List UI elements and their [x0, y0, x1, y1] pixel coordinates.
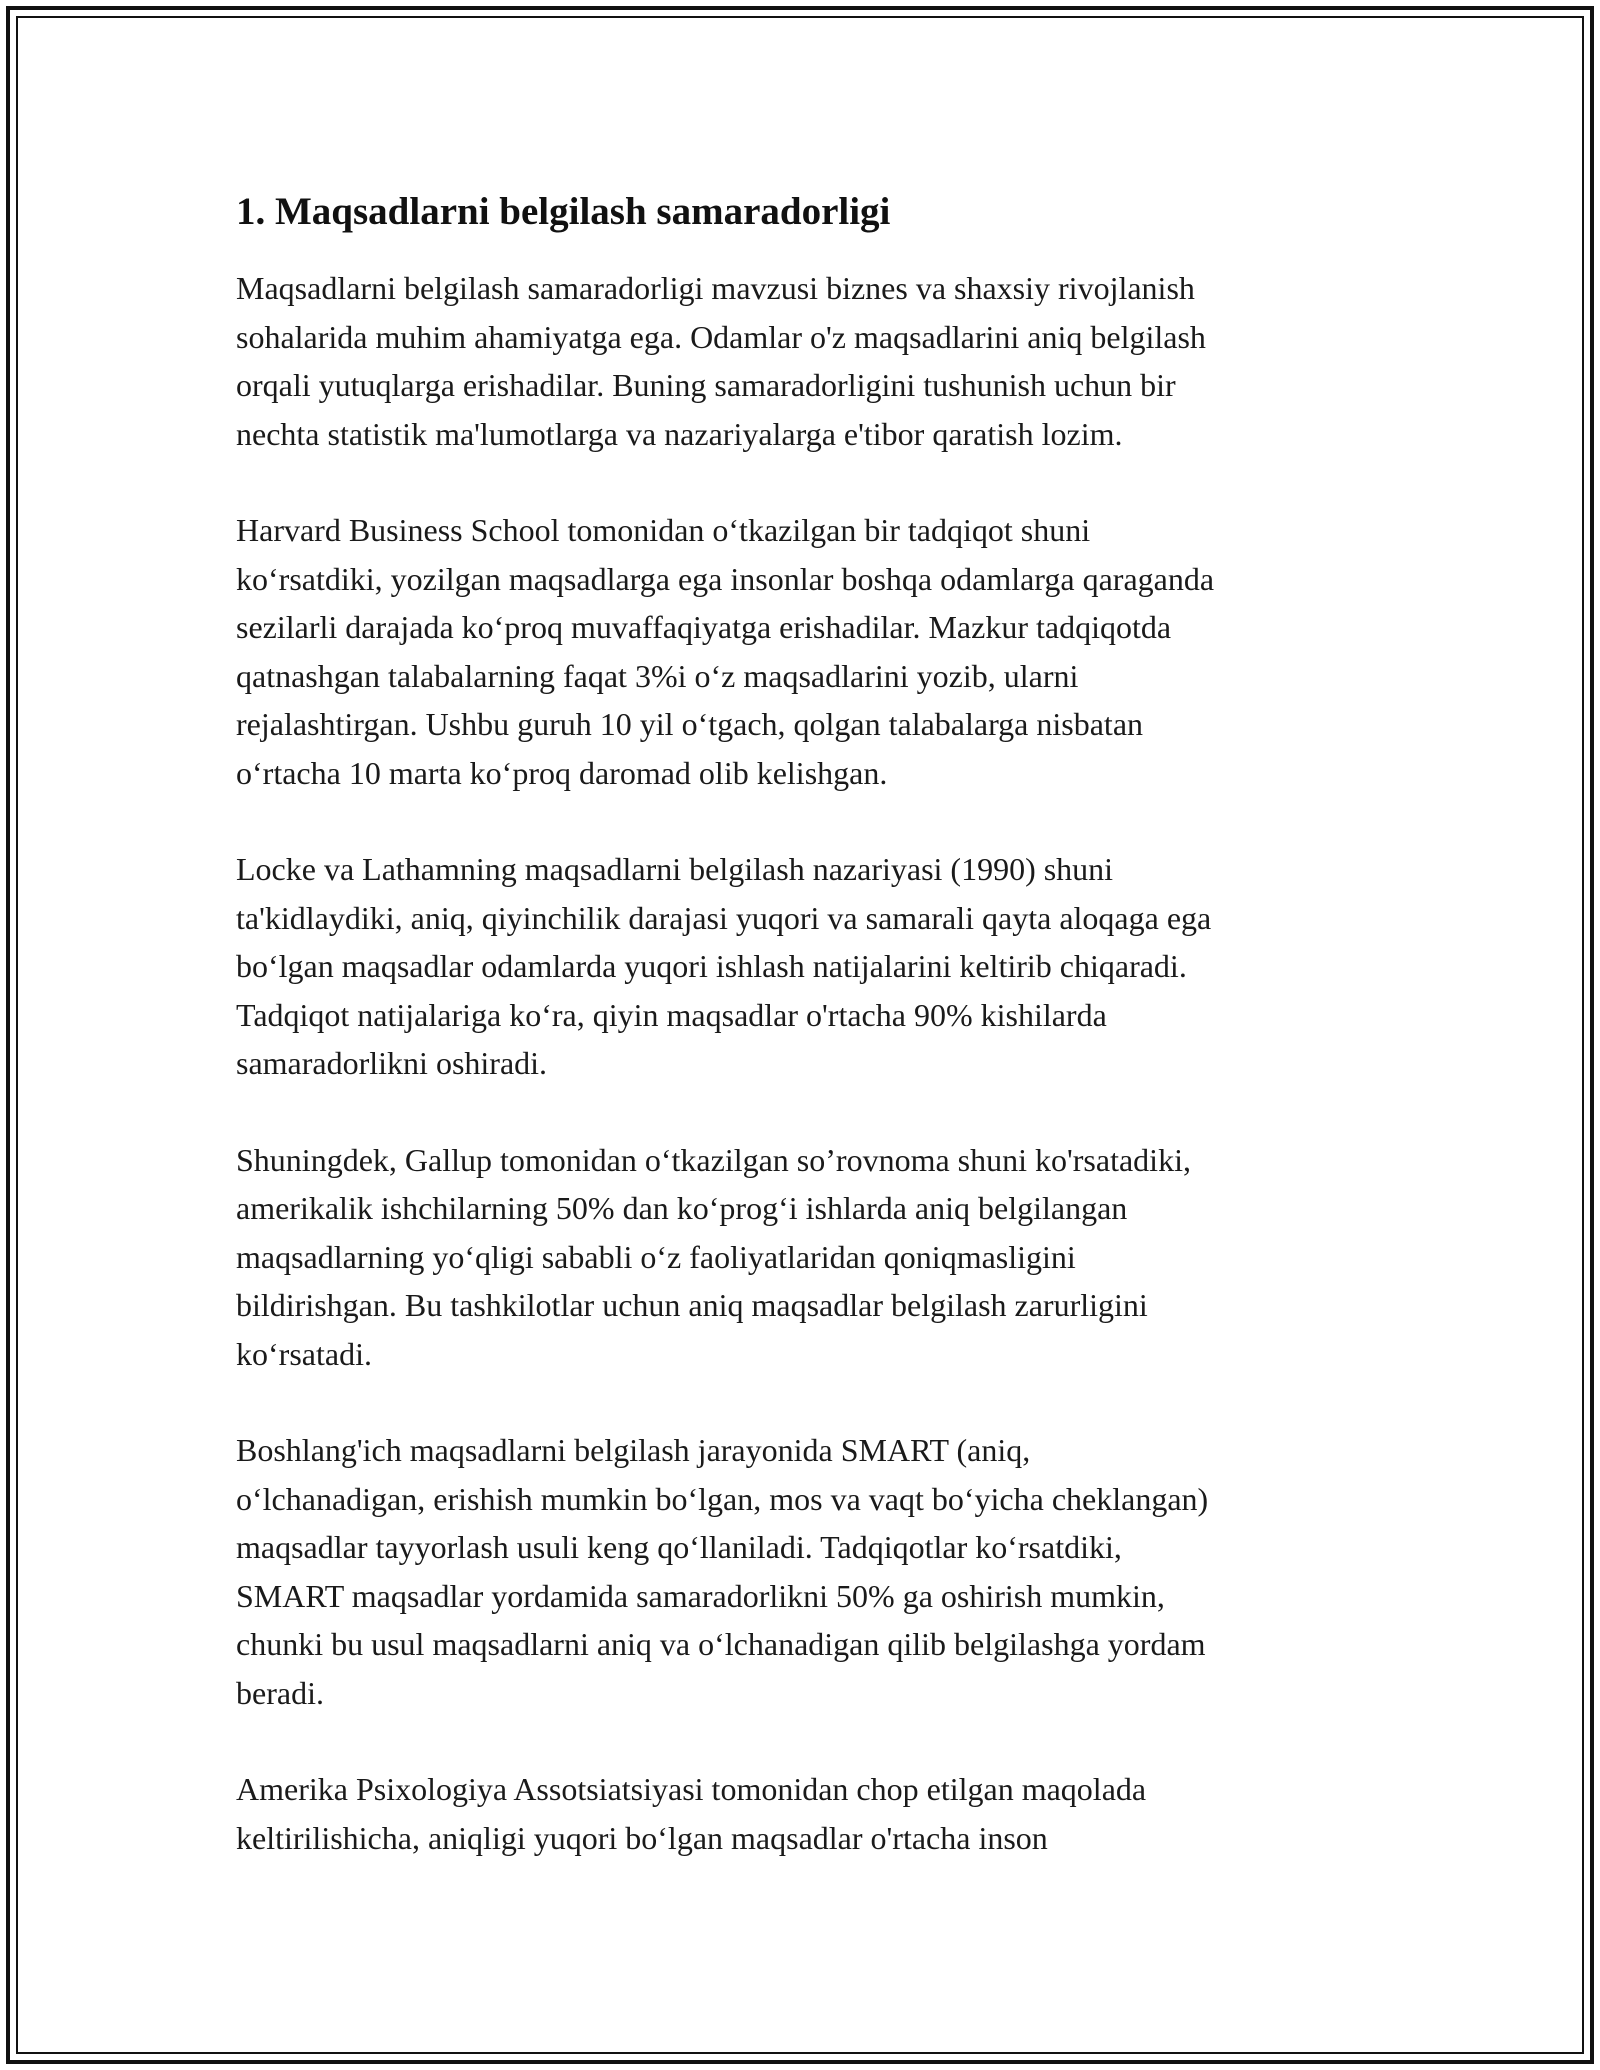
text-line: Tadqiqot natijalariga koʻra, qiyin maqsadlar o'rtacha 90% kishilarda — [236, 996, 1107, 1033]
text-line: sezilarli darajada koʻproq muvaffaqiyatga erishadilar. Mazkur tadqiqotda — [236, 609, 1172, 645]
text-line: koʻrsatdiki, yozilgan maqsadlarga ega insonlar boshqa odamlarga qaraganda — [236, 560, 1215, 597]
text-line: oʻlchanadigan, erishish mumkin boʻlgan, mos va vaqt boʻyicha cheklangan) — [236, 1480, 1209, 1517]
text-line: Shuningdek, Gallup tomonidan oʻtkazilgan so’rovnoma shuni ko'rsatadiki, — [236, 1141, 1191, 1178]
text-line: sohalarida muhim ahamiyatga ega. Odamlar o'z maqsadlarini aniq belgilash — [236, 318, 1206, 355]
text-line: Harvard Business School tomonidan oʻtkazilgan bir tadqiqot shuni — [236, 512, 1091, 548]
text-line: chunki bu usul maqsadlarni aniq va oʻlchanadigan qilib belgilashga yordam — [236, 1626, 1206, 1662]
paragraph-intro — [236, 264, 1376, 458]
text-line: amerikalik ishchilarning 50% dan koʻprogʻi ishlarda aniq belgilangan — [236, 1190, 1128, 1226]
paragraph-gallup-survey — [236, 1136, 1376, 1379]
text-line: nechta statistik ma'lumotlarga va nazariyalarga e'tibor qaratish lozim. — [236, 415, 1123, 452]
text-line: rejalashtirgan. Ushbu guruh 10 yil oʻtgach, qolgan talabalarga nisbatan — [236, 706, 1144, 742]
paragraph-apa-article — [236, 1765, 1376, 1862]
document-body — [236, 188, 1376, 1910]
text-line: Maqsadlarni belgilash samaradorligi mavzusi biznes va shaxsiy rivojlanish — [236, 270, 1195, 306]
text-line: Amerika Psixologiya Assotsiatsiyasi tomonidan chop etilgan maqolada — [236, 1771, 1147, 1807]
text-line: maqsadlarning yoʻqligi sababli oʻz faoliyatlaridan qoniqmasligini — [236, 1238, 1076, 1275]
text-line: Boshlang'ich maqsadlarni belgilash jarayonida SMART (aniq, — [236, 1432, 1031, 1468]
text-line: oʻrtacha 10 marta koʻproq daromad olib kelishgan. — [236, 754, 888, 791]
text-line: koʻrsatadi. — [236, 1335, 372, 1372]
text-line: Locke va Lathamning maqsadlarni belgilash nazariyasi (1990) shuni — [236, 851, 1114, 887]
text-line: qatnashgan talabalarning faqat 3%i oʻz maqsadlarini yozib, ularni — [236, 657, 1079, 694]
text-line: SMART maqsadlar yordamida samaradorlikni 50% ga oshirish mumkin, — [236, 1577, 1165, 1614]
text-line: bildirishgan. Bu tashkilotlar uchun aniq maqsadlar belgilash zarurligini — [236, 1287, 1148, 1323]
text-line: orqali yutuqlarga erishadilar. Buning samaradorligini tushunish uchun bir — [236, 367, 1176, 403]
text-line: maqsadlar tayyorlash usuli keng qoʻllaniladi. Tadqiqotlar koʻrsatdiki, — [236, 1529, 1122, 1565]
paragraph-smart-goals — [236, 1426, 1376, 1717]
text-line: keltirilishicha, aniqligi yuqori boʻlgan maqsadlar o'rtacha inson — [236, 1819, 1048, 1856]
paragraph-locke-latham — [236, 845, 1376, 1088]
text-line: ta'kidlaydiki, aniq, qiyinchilik darajasi yuqori va samarali qayta aloqaga ega — [236, 899, 1212, 936]
section-heading: 1. Maqsadlarni belgilash samaradorligi — [236, 190, 891, 233]
text-line: beradi. — [236, 1674, 324, 1711]
text-line: boʻlgan maqsadlar odamlarda yuqori ishlash natijalarini keltirib chiqaradi. — [236, 948, 1187, 984]
paragraph-harvard-study — [236, 506, 1376, 797]
text-line: samaradorlikni oshiradi. — [236, 1045, 548, 1081]
